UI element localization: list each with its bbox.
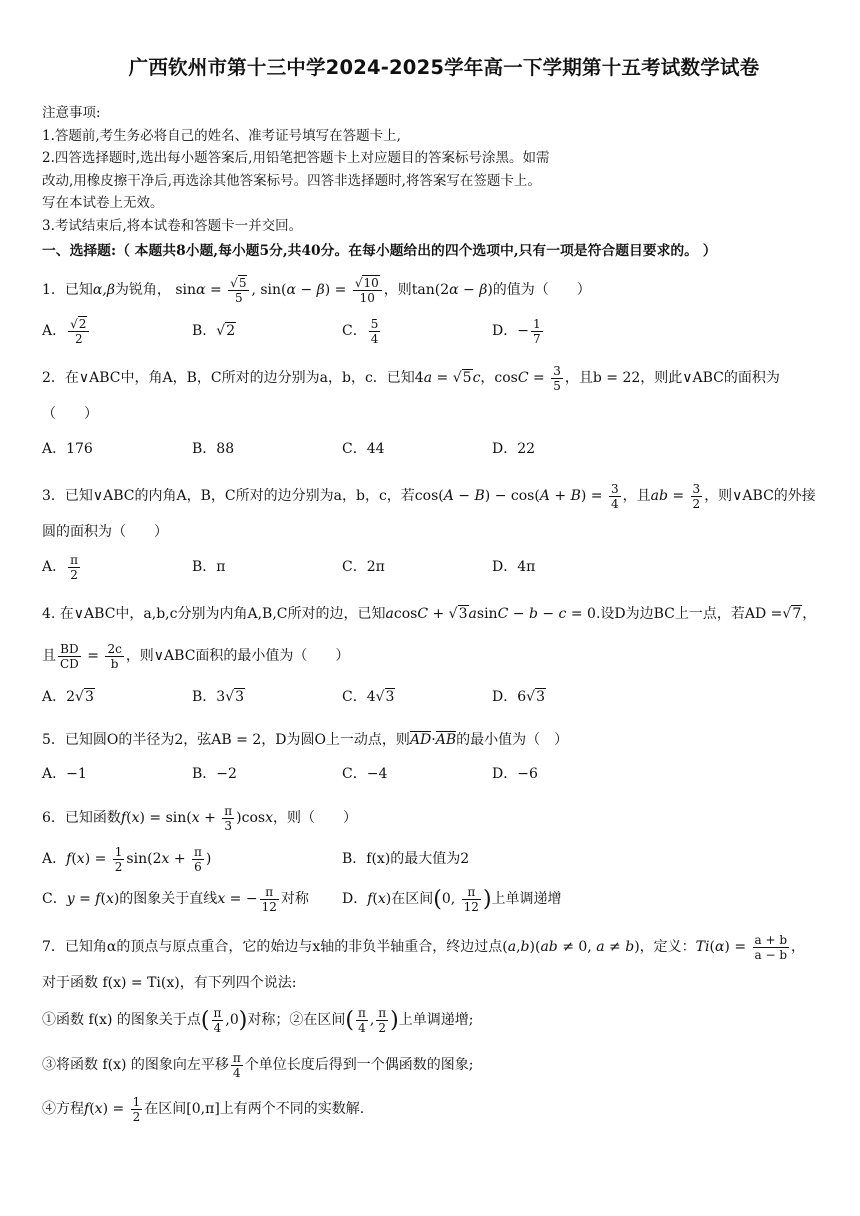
option-a: A． $\frac{\pi}{2}$ <box>42 552 79 582</box>
question-5: 5．已知圆O的半径为2，弦AB = 2，D为圆O上一动点，则AD·AB的最小值为（ ） A．−1 B．−2 C．−4 D．−6 <box>42 723 818 791</box>
option-b: B．−2 <box>192 766 237 782</box>
option-a: A．f(x) = $\frac{1}{2}$ sin(2x + $\frac{\pi}{6}$ ) <box>42 844 212 874</box>
option-a: A． $\frac{√2}{2}$ <box>42 311 192 351</box>
question-2: 2．在∨ABC中，角A，B，C所对的边分别为a，b，c．已知4a = √5c，cosC = $\frac{3}{5}$ ，且b = 22，则此∨ABC的面积为 （ ） A．176 B．88 C．44 D．22 <box>42 357 818 469</box>
notice-block <box>42 102 818 237</box>
option-d: D．22 <box>492 441 536 457</box>
question-3: 3．已知∨ABC的内角A，B，C所对的边分别为a，b，c，若cos(A − B) − cos(A + B) = $\frac{3}{4}$ ，且ab = $\frac{3}{2}$ ，则∨ABC的外接 圆的面积为（ ） A． $\frac{\pi}{2}$ B．π C．2π D．4π <box>42 475 818 587</box>
notice-line: 写在本试卷上无效。 <box>42 195 164 211</box>
question-4: 4. 在∨ABC中，a,b,c分别为内角A,B,C所对的边，已知acosC + √3asinC − b − c = 0.设D为边BC上一点，若AD =√7， 且 $\frac{BD}{CD}$ = $\frac{2c}{b}$ ，则∨ABC面积的最小值为（ ） A．2√3 B．3√3 C．4√3 D．6√3 <box>42 593 818 717</box>
option-c: C．2π <box>342 559 385 575</box>
option-b: B．√2 <box>192 323 236 339</box>
option-b: B．3√3 <box>192 689 245 705</box>
question-1: 1．已知α,β为锐角， sinα = $\frac{√5}{5}$ , sin(α − β) = $\frac{√10}{10}$ ，则tan(2α − β)的值为（ ） A． $\frac{√2}{2}$ B．√2 C． $\frac{5}{4}$ D．− $\frac{1}{7}$ <box>42 269 818 351</box>
option-d: D．f(x)在区间(0, $\frac{\pi}{12}$ )上单调递增 <box>342 884 562 914</box>
option-a: A．−1 <box>42 766 87 782</box>
option-a: A．176 <box>42 441 93 457</box>
question-7: 7．已知角α的顶点与原点重合，它的始边与x轴的非负半轴重合，终边过点(a,b)(ab ≠ 0, a ≠ b)，定义：Ti(α) = $\frac{a + b}{a - b}$ ， 对于函数 f(x) = Ti(x)，有下列四个说法: ①函数 f(x) 的图象关于点( $\frac{\pi}{4}$ ,0)对称；②在区间( $\frac{\pi}{4}$ , $\frac{\pi}{2}$ )上单调递增; ③将函数 f(x) 的图象向左平移 $\frac{\pi}{4}$ 个单位长度后得到一个偶函数的图象; ④方程f(x) = $\frac{1}{2}$ 在区间[0,π]上有两个不同的实数解. <box>42 932 806 1124</box>
notice-line: 3.考试结束后,将本试卷和答题卡一并交回。 <box>42 217 303 234</box>
option-d: D．− $\frac{1}{7}$ <box>492 316 541 346</box>
section-heading: 一、选择题:（ 本题共8小题,每小题5分,共40分。在每小题给出的四个选项中,只有一项是符合题目要求的。 ） <box>42 243 717 259</box>
notice-line: 2.四答选择题时,选出每小题答案后,用铅笔把答题卡上对应题目的答案标号涂黑。如需 <box>42 150 550 166</box>
option-b: B．π <box>192 559 226 575</box>
option-c: C．4√3 <box>342 689 395 705</box>
option-c: C． $\frac{5}{4}$ <box>342 316 379 346</box>
option-c: C．44 <box>342 441 385 457</box>
option-a: A．2√3 <box>42 689 94 705</box>
notice-line: 1.答题前,考生务必将自己的姓名、准考证号填写在答题卡上, <box>42 127 401 144</box>
option-b: B．88 <box>192 441 235 457</box>
option-c: C．−4 <box>342 766 388 782</box>
option-d: D．−6 <box>492 766 538 782</box>
option-c: C．y = f(x)的图象关于直线x = − $\frac{\pi}{12}$ 对称 <box>42 884 309 914</box>
notice-line: 改动,用橡皮擦干净后,再选涂其他答案标号。四答非选择题时,将答案写在签题卡上。 <box>42 172 541 189</box>
option-d: D．6√3 <box>492 689 545 705</box>
question-6: 6．已知函数f(x) = sin(x + $\frac{\pi}{3}$ )cosx，则（ ） A．f(x) = $\frac{1}{2}$ sin(2x + $\frac{\pi}{6}$ ) B．f(x)的最大值为2 C．y = f(x)的图象关于直线x = − $\frac{\pi}{12}$ 对称 D．f(x)在区间(0, $\frac{\pi}{12}$ )上单调递增 <box>42 797 818 920</box>
page-title: 广西钦州市第十三中学2024-2025学年高一下学期第十五考试数学试卷 <box>128 56 760 79</box>
notice-heading: 注意事项: <box>42 105 101 121</box>
option-d: D．4π <box>492 559 536 575</box>
option-b: B．f(x)的最大值为2 <box>342 851 470 867</box>
